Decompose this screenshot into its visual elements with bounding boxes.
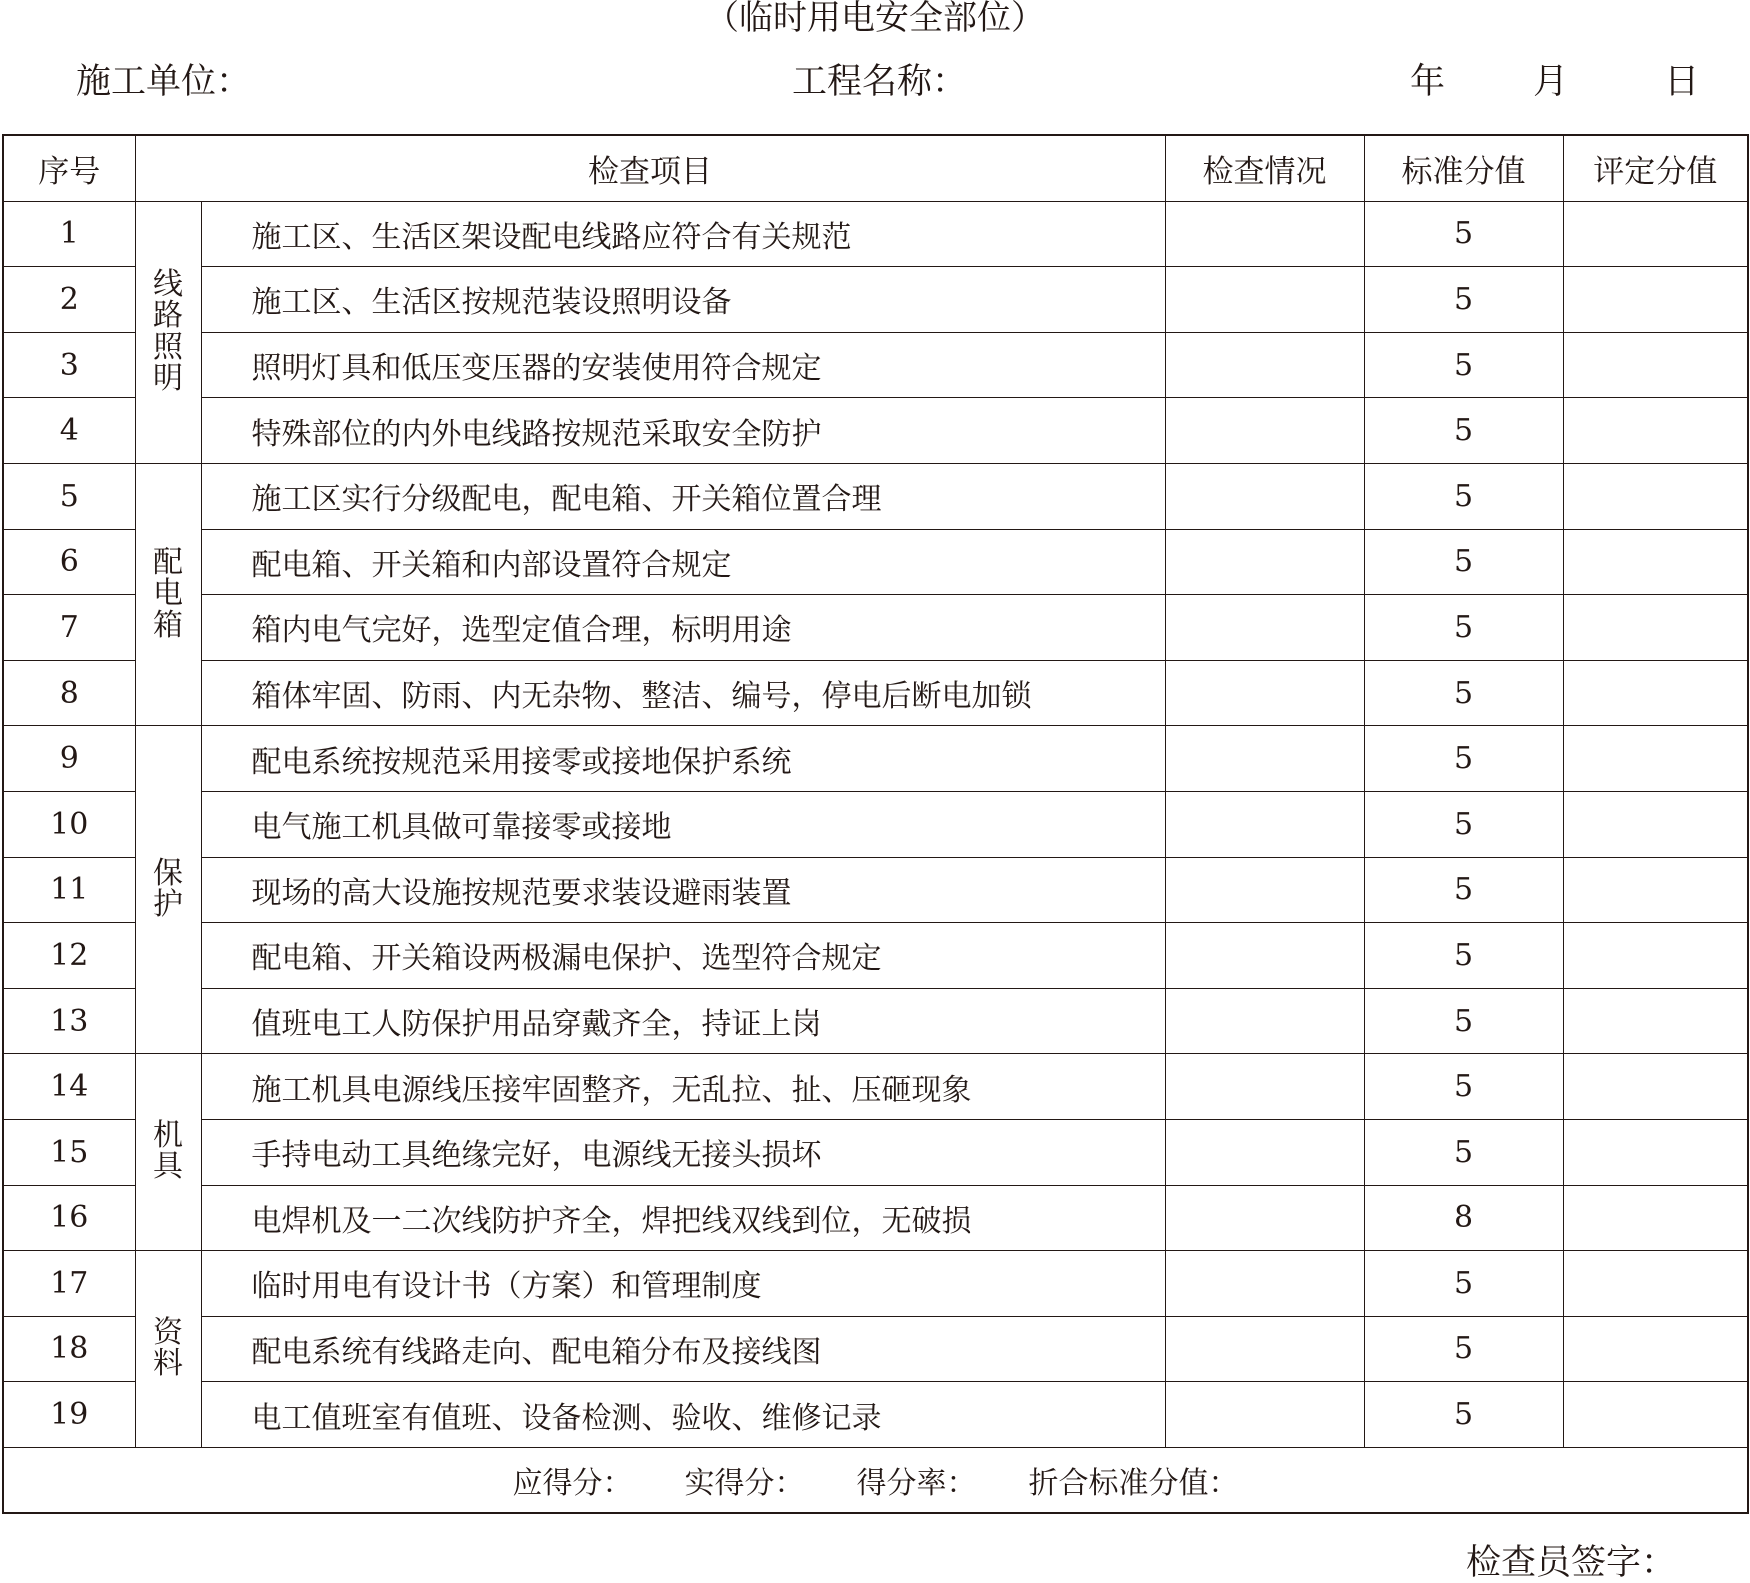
standard-score: 5 xyxy=(1364,1054,1563,1120)
category-label: 机具 xyxy=(153,1117,183,1185)
table-row xyxy=(3,398,1748,464)
check-item: 施工机具电源线压接牢固整齐，无乱拉、扯、压砸现象 xyxy=(201,1054,1165,1120)
table-row xyxy=(3,1054,1748,1120)
column-header-standard: 标准分值 xyxy=(1364,135,1563,201)
category-label: 保护 xyxy=(153,855,183,923)
row-number: 15 xyxy=(3,1119,135,1185)
table-row xyxy=(3,660,1748,726)
standard-score: 5 xyxy=(1364,332,1563,398)
row-number: 4 xyxy=(3,398,135,464)
check-status-cell[interactable] xyxy=(1165,1382,1364,1448)
check-item: 电气施工机具做可靠接零或接地 xyxy=(201,791,1165,857)
check-item: 临时用电有设计书（方案）和管理制度 xyxy=(201,1251,1165,1317)
check-status-cell[interactable] xyxy=(1165,1119,1364,1185)
construction-unit-label: 施工单位： xyxy=(76,62,252,102)
row-number: 6 xyxy=(3,529,135,595)
score-due-label: 应得分： xyxy=(512,1466,633,1502)
check-status-cell[interactable] xyxy=(1165,463,1364,529)
check-item: 施工区、生活区架设配电线路应符合有关规范 xyxy=(201,201,1165,267)
converted-score-label: 折合标准分值： xyxy=(1028,1466,1239,1502)
standard-score: 5 xyxy=(1364,988,1563,1054)
table-row xyxy=(3,1119,1748,1185)
assessed-score-cell[interactable] xyxy=(1563,1185,1748,1251)
standard-score: 5 xyxy=(1364,791,1563,857)
score-rate-label: 得分率： xyxy=(856,1466,977,1502)
row-number: 8 xyxy=(3,660,135,726)
table-header-row xyxy=(3,135,1748,201)
inspector-signature-label: 检查员签字： xyxy=(1466,1543,1677,1583)
category-cell xyxy=(135,201,201,463)
table-row xyxy=(3,529,1748,595)
standard-score: 5 xyxy=(1364,463,1563,529)
standard-score: 5 xyxy=(1364,660,1563,726)
row-number: 1 xyxy=(3,201,135,267)
table-row xyxy=(3,857,1748,923)
check-status-cell[interactable] xyxy=(1165,529,1364,595)
table-row xyxy=(3,1382,1748,1448)
date-line xyxy=(1410,62,1699,102)
check-item: 值班电工人防保护用品穿戴齐全，持证上岗 xyxy=(201,988,1165,1054)
standard-score: 5 xyxy=(1364,595,1563,661)
assessed-score-cell[interactable] xyxy=(1563,857,1748,923)
check-status-cell[interactable] xyxy=(1165,660,1364,726)
row-number: 19 xyxy=(3,1382,135,1448)
row-number: 17 xyxy=(3,1251,135,1317)
category-label: 线路照明 xyxy=(153,266,183,397)
check-item: 电焊机及一二次线防护齐全，焊把线双线到位，无破损 xyxy=(201,1185,1165,1251)
check-item: 箱体牢固、防雨、内无杂物、整洁、编号，停电后断电加锁 xyxy=(201,660,1165,726)
table-row xyxy=(3,1316,1748,1382)
check-status-cell[interactable] xyxy=(1165,988,1364,1054)
project-name-label: 工程名称： xyxy=(792,62,968,102)
standard-score: 5 xyxy=(1364,1316,1563,1382)
check-status-cell[interactable] xyxy=(1165,726,1364,792)
check-status-cell[interactable] xyxy=(1165,857,1364,923)
column-header-no: 序号 xyxy=(3,135,135,201)
standard-score: 5 xyxy=(1364,201,1563,267)
check-item: 配电系统按规范采用接零或接地保护系统 xyxy=(201,726,1165,792)
standard-score: 5 xyxy=(1364,857,1563,923)
check-item: 箱内电气完好，选型定值合理，标明用途 xyxy=(201,595,1165,661)
check-status-cell[interactable] xyxy=(1165,1316,1364,1382)
assessed-score-cell[interactable] xyxy=(1563,463,1748,529)
check-item: 现场的高大设施按规范要求装设避雨装置 xyxy=(201,857,1165,923)
check-status-cell[interactable] xyxy=(1165,791,1364,857)
column-header-item: 检查项目 xyxy=(135,135,1165,201)
standard-score: 5 xyxy=(1364,1119,1563,1185)
summary-row xyxy=(3,1447,1748,1513)
check-item: 配电箱、开关箱设两极漏电保护、选型符合规定 xyxy=(201,923,1165,989)
check-item: 手持电动工具绝缘完好，电源线无接头损坏 xyxy=(201,1119,1165,1185)
assessed-score-cell[interactable] xyxy=(1563,398,1748,464)
table-row xyxy=(3,1185,1748,1251)
table-row xyxy=(3,201,1748,267)
assessed-score-cell[interactable] xyxy=(1563,988,1748,1054)
assessed-score-cell[interactable] xyxy=(1563,660,1748,726)
standard-score: 5 xyxy=(1364,267,1563,333)
assessed-score-cell[interactable] xyxy=(1563,529,1748,595)
check-status-cell[interactable] xyxy=(1165,923,1364,989)
check-status-cell[interactable] xyxy=(1165,201,1364,267)
standard-score: 5 xyxy=(1364,1251,1563,1317)
row-number: 5 xyxy=(3,463,135,529)
check-status-cell[interactable] xyxy=(1165,1054,1364,1120)
table-row xyxy=(3,463,1748,529)
assessed-score-cell[interactable] xyxy=(1563,201,1748,267)
assessed-score-cell[interactable] xyxy=(1563,726,1748,792)
category-cell xyxy=(135,1251,201,1448)
table-row xyxy=(3,726,1748,792)
check-item: 照明灯具和低压变压器的安装使用符合规定 xyxy=(201,332,1165,398)
table-row xyxy=(3,595,1748,661)
check-item: 特殊部位的内外电线路按规范采取安全防护 xyxy=(201,398,1165,464)
assessed-score-cell[interactable] xyxy=(1563,1251,1748,1317)
table-row xyxy=(3,332,1748,398)
table-row xyxy=(3,1251,1748,1317)
row-number: 12 xyxy=(3,923,135,989)
row-number: 11 xyxy=(3,857,135,923)
check-status-cell[interactable] xyxy=(1165,1251,1364,1317)
assessed-score-cell[interactable] xyxy=(1563,923,1748,989)
standard-score: 5 xyxy=(1364,1382,1563,1448)
column-header-status: 检查情况 xyxy=(1165,135,1364,201)
check-item: 电工值班室有值班、设备检测、验收、维修记录 xyxy=(201,1382,1165,1448)
summary-cell xyxy=(3,1447,1748,1513)
row-number: 7 xyxy=(3,595,135,661)
form-subtitle: （临时用电安全部位） xyxy=(705,0,1045,38)
table-row xyxy=(3,988,1748,1054)
column-header-score: 评定分值 xyxy=(1563,135,1748,201)
standard-score: 5 xyxy=(1364,529,1563,595)
row-number: 2 xyxy=(3,267,135,333)
table-row xyxy=(3,791,1748,857)
assessed-score-cell[interactable] xyxy=(1563,791,1748,857)
assessed-score-cell[interactable] xyxy=(1563,1382,1748,1448)
day-label: 日 xyxy=(1664,62,1700,102)
table-row xyxy=(3,923,1748,989)
standard-score: 5 xyxy=(1364,923,1563,989)
check-status-cell[interactable] xyxy=(1165,398,1364,464)
check-status-cell[interactable] xyxy=(1165,1185,1364,1251)
category-cell xyxy=(135,1054,201,1251)
assessed-score-cell[interactable] xyxy=(1563,1054,1748,1120)
check-status-cell[interactable] xyxy=(1165,267,1364,333)
standard-score: 8 xyxy=(1364,1185,1563,1251)
category-label: 资料 xyxy=(153,1314,183,1382)
table-row xyxy=(3,267,1748,333)
check-status-cell[interactable] xyxy=(1165,595,1364,661)
check-item: 施工区、生活区按规范装设照明设备 xyxy=(201,267,1165,333)
row-number: 18 xyxy=(3,1316,135,1382)
row-number: 9 xyxy=(3,726,135,792)
year-label: 年 xyxy=(1410,62,1446,102)
assessed-score-cell[interactable] xyxy=(1563,1316,1748,1382)
assessed-score-cell[interactable] xyxy=(1563,595,1748,661)
assessed-score-cell[interactable] xyxy=(1563,332,1748,398)
row-number: 10 xyxy=(3,791,135,857)
row-number: 14 xyxy=(3,1054,135,1120)
check-item: 配电系统有线路走向、配电箱分布及接线图 xyxy=(201,1316,1165,1382)
category-label: 配电箱 xyxy=(153,544,183,643)
month-label: 月 xyxy=(1533,62,1569,102)
row-number: 3 xyxy=(3,332,135,398)
check-item: 配电箱、开关箱和内部设置符合规定 xyxy=(201,529,1165,595)
standard-score: 5 xyxy=(1364,726,1563,792)
standard-score: 5 xyxy=(1364,398,1563,464)
row-number: 16 xyxy=(3,1185,135,1251)
check-status-cell[interactable] xyxy=(1165,332,1364,398)
score-actual-label: 实得分： xyxy=(684,1466,805,1502)
check-item: 施工区实行分级配电，配电箱、开关箱位置合理 xyxy=(201,463,1165,529)
assessed-score-cell[interactable] xyxy=(1563,1119,1748,1185)
row-number: 13 xyxy=(3,988,135,1054)
assessed-score-cell[interactable] xyxy=(1563,267,1748,333)
inspection-table xyxy=(2,134,1749,1514)
category-cell xyxy=(135,463,201,725)
category-cell xyxy=(135,726,201,1054)
